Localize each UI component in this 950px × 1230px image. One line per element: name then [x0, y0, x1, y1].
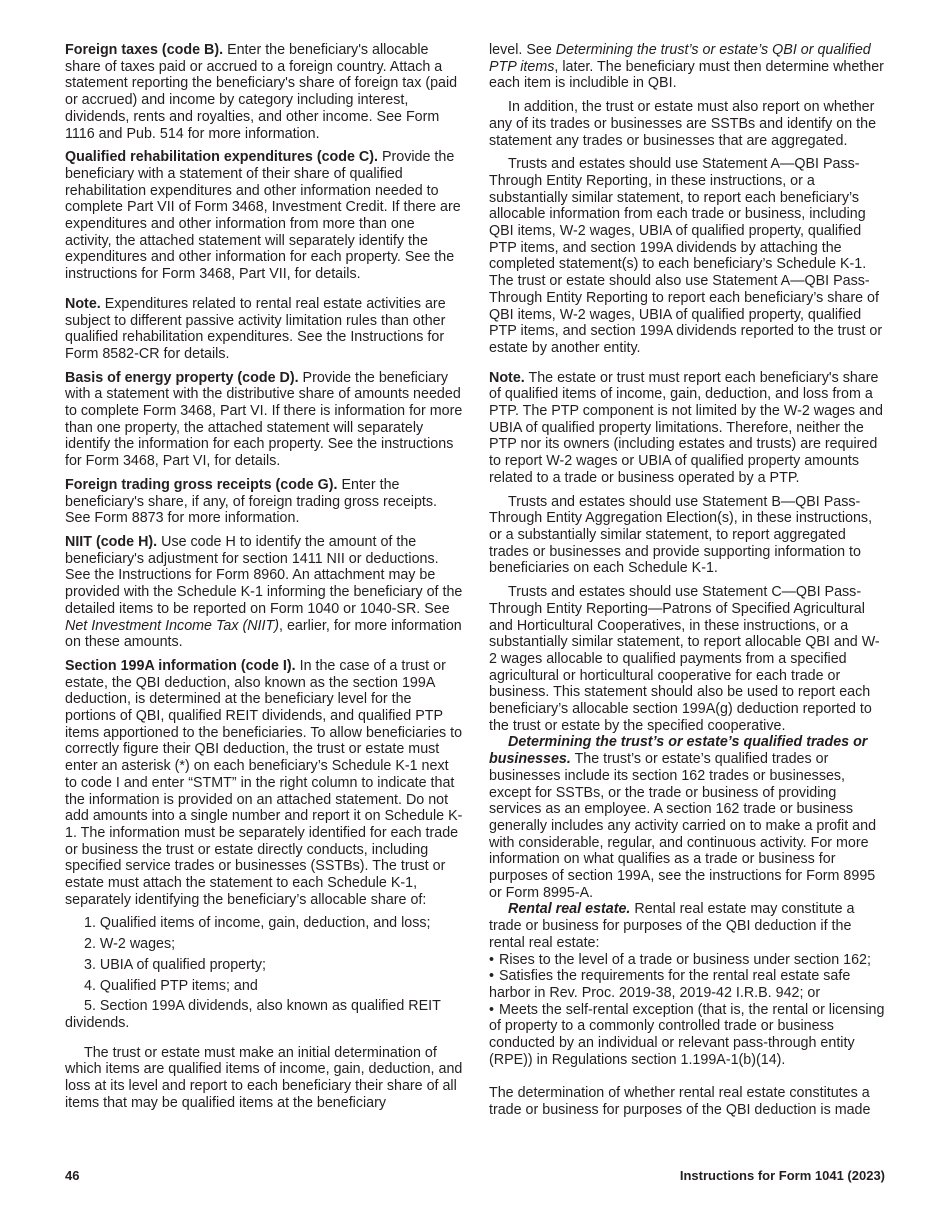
energy-property-heading: Basis of energy property (code D).: [65, 369, 299, 386]
bullet-icon: •: [489, 968, 495, 985]
beneficiary-level-paragraph: level. See Determining the trust’s or estate’s QBI or qualified PTP items, later. The beneficiary must then determine whether each item is includible in QBI.: [489, 42, 884, 92]
qualified-trades-heading: Determining the trust’s or estate’s qualified trades or businesses.: [489, 734, 868, 768]
left-column: [65, 42, 463, 1118]
foreign-taxes-heading: Foreign taxes (code B).: [65, 42, 224, 58]
qbi-reference: Determining the trust’s or estate’s QBI or qualified PTP items: [489, 42, 871, 75]
note-rental-paragraph: Note. Expenditures related to rental real estate activities are subject to different passive activity limitation rules than other qualified rehabilitation expenditures. See the Instructions for Form 8582-CR for details.: [65, 295, 446, 362]
list-item: 3. UBIA of qualified property;: [84, 956, 266, 973]
niit-heading: NIIT (code H).: [65, 533, 158, 550]
foreign-taxes-paragraph: Foreign taxes (code B). Enter the beneficiary's allocable share of taxes paid or accrued to a foreign country. Attach a statement reporting the beneficiary's share of foreign tax (paid or accrued) and income by category including interest, dividends, rents and royalties, and other income. See Form 1116 and Pub. 514 for more information.: [65, 42, 458, 142]
list-item: 1. Qualified items of income, gain, deduction, and loss;: [84, 915, 431, 932]
bullet-icon: •: [489, 951, 495, 968]
rental-real-estate-paragraph: Rental real estate. Rental real estate may constitute a trade or business for purposes of the QBI deduction if the rental real estate:: [489, 901, 855, 951]
foreign-trading-heading: Foreign trading gross receipts (code G).: [65, 476, 338, 493]
rental-real-estate-heading: Rental real estate.: [508, 901, 631, 918]
rehab-expenditures-paragraph: Qualified rehabilitation expenditures (code C). Provide the beneficiary with a statement of their share of qualified rehabilitation expenditures and other information needed to complete Part VII of Form 3468, Investment Credit. If there are expenditures and other information from more than one activity, the attached statement will separately identify the expenditures and other information for each property. See the instructions for Form 3468, Part VII, for details.: [65, 149, 461, 283]
sstb-paragraph: In addition, the trust or estate must also report on whether any of its trades or businesses are SSTBs and identify on the statement any trades or businesses that are aggregated.: [489, 99, 877, 149]
niit-paragraph: NIIT (code H). Use code H to identify the amount of the beneficiary's adjustment for section 1411 NII or deductions. See the Instructions for Form 8960. An attachment may be provided with the Schedule K-1 informing the beneficiary of the detailed items to be reported on Form 1040 or 1040-SR. See Net Investment Income Tax (NIIT), earlier, for more information on these amounts.: [65, 533, 463, 651]
initial-determination-paragraph: The trust or estate must make an initial determination of which items are qualified items of income, gain, deduction, and loss at its level and report to each beneficiary their share of all items that may be qualified items at the beneficiary: [65, 1044, 463, 1111]
list-item: • Rises to the level of a trade or business under section 162;: [489, 951, 871, 968]
list-item: • Meets the self-rental exception (that is, the rental or licensing of property to a commonly controlled trade or business conducted by an individual or relevant pass-through entity (RPE)) in Regulations section 1.199A-1(b)(14).: [489, 1001, 885, 1068]
document-title: Instructions for Form 1041 (2023): [679, 1168, 885, 1183]
statement-a-paragraph: Trusts and estates should use Statement A—QBI Pass-Through Entity Reporting, in these instructions, or a substantially similar statement, to report each beneficiary’s allocable information from each trade or business, including QBI items, W-2 wages, UBIA of qualified property, qualified PTP items, and section 199A dividends by attaching the completed statement(s) to each beneficiary’s Schedule K-1. The trust or estate should also use Statement A—QBI Pass-Through Entity Reporting to report each beneficiary’s share of QBI items, W-2 wages, UBIA of qualified property, qualified PTP items, and section 199A dividends reported to the trust or estate by another entity.: [489, 156, 883, 356]
right-column: [489, 42, 887, 1126]
statement-b-paragraph: Trusts and estates should use Statement B—QBI Pass-Through Entity Aggregation Election(s), in these instructions, or a substantially similar statement, to report aggregated trades or businesses and provide supporting information to beneficiaries on each Schedule K-1.: [489, 493, 873, 577]
section-199a-paragraph: Section 199A information (code I). In the case of a trust or estate, the QBI deduction, also known as the section 199A deduction, is determined at the beneficiary level for the portions of QBI, qualified REIT dividends, and qualified PTP items apportioned to the beneficiaries. To allow beneficiaries to correctly figure their QBI deduction, the trust or estate must enter an asterisk (*) on each beneficiary’s Schedule K-1 next to code I and enter “STMT” in the right column to indicate that the information is provided on an attached statement. Do not add amounts into a single number and report it on Schedule K-1. The information must be separately identified for each trade or business the trust or estate directly conducts, including specified service trades or businesses (SSTBs). The trust or estate must attach the statement to each Schedule K-1, separately identifying the beneficiary’s allocable share of:: [65, 657, 463, 908]
section-199a-heading: Section 199A information (code I).: [65, 657, 296, 674]
list-item: 2. W-2 wages;: [84, 936, 176, 953]
list-item: 5. Section 199A dividends, also known as qualified REIT dividends.: [65, 998, 441, 1031]
energy-property-paragraph: Basis of energy property (code D). Provide the beneficiary with a statement with the distributive share of amounts needed to complete Form 3468, Part VI. If there is information for more than one property, the attached statement will separately identify the information for each property. See the instructions for Form 3468, Part VI, for details.: [65, 369, 463, 470]
note-ptp-paragraph: Note. The estate or trust must report each beneficiary's share of qualified items of income, gain, deduction, and loss from a PTP. The PTP component is not limited by the W-2 wages and UBIA of qualified property limitations. Therefore, neither the PTP nor its owners (including estates and trusts) are required to report W-2 wages or UBIA of qualified property amounts related to a trade or business operated by a PTP.: [489, 369, 883, 486]
allocable-share-list: [65, 915, 463, 1031]
foreign-trading-paragraph: Foreign trading gross receipts (code G). Enter the beneficiary's share, if any, of foreign trading gross receipts. See Form 8873 for more information.: [65, 476, 437, 527]
page-number: 46: [65, 1168, 80, 1183]
rental-criteria-list: [489, 952, 887, 1069]
determination-paragraph: The determination of whether rental real estate constitutes a trade or business for purposes of the QBI deduction is made: [489, 1085, 871, 1119]
list-item: 4. Qualified PTP items; and: [84, 977, 258, 994]
niit-reference: Net Investment Income Tax (NIIT): [65, 617, 279, 634]
qualified-trades-paragraph: Determining the trust’s or estate’s qualified trades or businesses. The trust’s or estate’s qualified trades or businesses include its section 162 trades or businesses, except for SSTBs, or the trade or business of providing services as an employee. A section 162 trade or business generally includes any activity carried on to make a profit and with considerable, regular, and continuous activity. For more information on what qualifies as a trade or business for purposes of section 199A, see the instructions for Form 8995 or Form 8995-A.: [489, 734, 877, 901]
bullet-icon: •: [489, 1001, 495, 1018]
note-label: Note.: [489, 369, 525, 386]
rehab-expenditures-heading: Qualified rehabilitation expenditures (code C).: [65, 149, 378, 166]
note-label: Note.: [65, 295, 101, 312]
statement-c-paragraph: Trusts and estates should use Statement C—QBI Pass-Through Entity Reporting—Patrons of Specified Agricultural and Horticultural Cooperatives, in these instructions, or a substantially similar statement, to report allocable QBI and W-2 wages allocable to qualified payments from a specified agricultural or horticultural cooperative for each trade or business. This statement should also be used to report each beneficiary’s allocable section 199A(g) deduction reported to the trust or estate by the specified cooperative.: [489, 584, 880, 734]
list-item: • Satisfies the requirements for the rental real estate safe harbor in Rev. Proc. 2019-38, 2019-42 I.R.B. 942; or: [489, 968, 851, 1001]
